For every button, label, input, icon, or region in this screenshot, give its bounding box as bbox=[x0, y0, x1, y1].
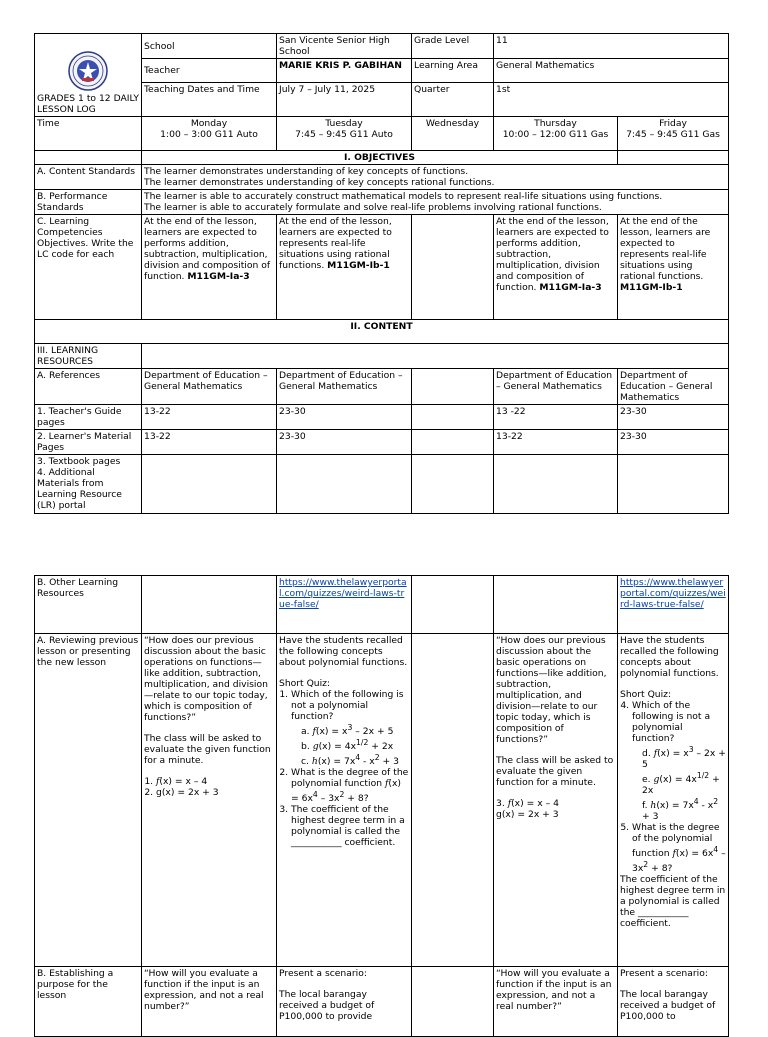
time-label: Time bbox=[35, 117, 142, 151]
other-resources-label: B. Other Learning Resources bbox=[35, 576, 142, 634]
tg-monday: 13-22 bbox=[142, 405, 277, 430]
references-label: A. References bbox=[35, 369, 142, 405]
time-friday: Friday 7:45 – 9:45 G11 Gas bbox=[618, 117, 729, 151]
lc-wednesday bbox=[412, 215, 494, 320]
ref-thursday: Department of Education – General Mathematics bbox=[494, 369, 618, 405]
lc-thursday: At the end of the lesson, learners are expected to performs addition, subtraction, multiplication, division and composition of function. M11GM-Ia-3 bbox=[494, 215, 618, 320]
purpose-tuesday: Present a scenario: The local barangay received a budget of P100,000 to provide bbox=[277, 967, 412, 1037]
tg-thursday: 13 -22 bbox=[494, 405, 618, 430]
quarter-value: 1st bbox=[494, 83, 729, 117]
tg-tuesday: 23-30 bbox=[277, 405, 412, 430]
performance-standards-value: The learner is able to accurately construct mathematical models to represent real-life situations using functions. The learner is able to accurately formulate and solve real-life problems involving rational functions. bbox=[142, 190, 729, 215]
objectives-title: I. OBJECTIVES bbox=[142, 151, 618, 165]
ref-tuesday: Department of Education – General Mathematics bbox=[277, 369, 412, 405]
time-tuesday: Tuesday 7:45 – 9:45 G11 Auto bbox=[277, 117, 412, 151]
learning-competencies-label: C. Learning Competencies Objectives. Write the LC code for each bbox=[35, 215, 142, 320]
empty-cell bbox=[412, 576, 494, 634]
empty-cell bbox=[494, 576, 618, 634]
performance-standards-label: B. Performance Standards bbox=[35, 190, 142, 215]
empty-cell bbox=[412, 634, 494, 967]
quarter-label: Quarter bbox=[412, 83, 494, 117]
content-standards-value: The learner demonstrates understanding of key concepts of functions. The learner demonstrates understanding of key concepts rational functions. bbox=[142, 165, 729, 190]
lc-monday: At the end of the lesson, learners are expected to performs addition, subtraction, multiplication, division and composition of function. M11GM-Ia-3 bbox=[142, 215, 277, 320]
quiz-link-friday[interactable]: https://www.thelawyerportal.com/quizzes/weird-laws-true-false/ bbox=[620, 577, 726, 610]
school-label: School bbox=[142, 34, 277, 59]
tg-wednesday bbox=[412, 405, 494, 430]
school-value: San Vicente Senior High School bbox=[277, 34, 412, 59]
ref-wednesday bbox=[412, 369, 494, 405]
spacer-cell bbox=[618, 151, 729, 165]
grade-label: Grade Level bbox=[412, 34, 494, 59]
purpose-thursday: “How will you evaluate a function if the input is an expression, and not a real number?” bbox=[494, 967, 618, 1037]
review-tuesday: Have the students recalled the following concepts about polynomial functions. Short Quiz: 1. Which of the following is not a polynomial function? a. $f(x) = x^3 - 2x + 5$ b. $g(x) = 4x^{1/2} + 2x$ c. $h(x) = 7x^4 - x^2 + 3$ 2. What is the degree of the polynomial function $f(x) = 6x^4 - 3x^2 + 8$? 3. The coefficient of the highest degree term in a polynomial is called the ___________ coefficient. bbox=[277, 634, 412, 967]
empty-cell bbox=[142, 455, 277, 514]
tg-friday: 23-30 bbox=[618, 405, 729, 430]
lm-wednesday bbox=[412, 430, 494, 455]
purpose-monday: “How will you evaluate a function if the input is an expression, and not a real number?” bbox=[142, 967, 277, 1037]
empty-cell bbox=[618, 455, 729, 514]
reviewing-label: A. Reviewing previous lesson or presenting the new lesson bbox=[35, 634, 142, 967]
learners-material-label: 2. Learner's Material Pages bbox=[35, 430, 142, 455]
review-thursday: “How does our previous discussion about the basic operations on functions—like addition, subtraction, multiplication, and division—relate to our topic today, which is composition of functions?” The class will be asked to evaluate the given function for a minute. 3. f(x) = x – 4 g(x) = 2x + 3 bbox=[494, 634, 618, 967]
header-logo-cell bbox=[35, 34, 142, 117]
learning-resources-title: III. LEARNING RESOURCES bbox=[35, 344, 142, 369]
other-resources-friday bbox=[618, 576, 729, 634]
textbook-additional-label: 3. Textbook pages 4. Additional Materials from Learning Resource (LR) portal bbox=[35, 455, 142, 514]
content-title: II. CONTENT bbox=[35, 320, 729, 344]
dates-label: Teaching Dates and Time bbox=[142, 83, 277, 117]
spacer-cell bbox=[142, 344, 729, 369]
time-thursday: Thursday 10:00 – 12:00 G11 Gas bbox=[494, 117, 618, 151]
ref-monday: Department of Education – General Mathematics bbox=[142, 369, 277, 405]
area-value: General Mathematics bbox=[494, 59, 729, 83]
empty-cell bbox=[277, 455, 412, 514]
quiz-link-tuesday[interactable]: https://www.thelawyerportal.com/quizzes/weird-laws-true-false/ bbox=[279, 577, 407, 610]
spacer-cell bbox=[35, 151, 142, 165]
content-standards-label: A. Content Standards bbox=[35, 165, 142, 190]
review-monday: “How does our previous discussion about the basic operations on functions—like addition, subtraction, multiplication, and division—relate to our topic today, which is composition of functions?” The class will be asked to evaluate the given function for a minute. 1. f(x) = x – 4 2. g(x) = 2x + 3 bbox=[142, 634, 277, 967]
teacher-label: Teacher bbox=[142, 59, 277, 83]
lm-tuesday: 23-30 bbox=[277, 430, 412, 455]
dates-value: July 7 – July 11, 2025 bbox=[277, 83, 412, 117]
time-wednesday: Wednesday bbox=[412, 117, 494, 151]
review-friday: Have the students recalled the following concepts about polynomial functions. Short Quiz: 4. Which of the following is not a polynomial function? d. $f(x) = x^3 - 2x + 5$ e. $g(x) = 4x^{1/2} + 2x$ f. $h(x) = 7x^4 - x^2 + 3$ 5. What is the degree of the polynomial function $f(x) = 6x^4 - 3x^2 + 8$? The coefficient of the highest degree term in a polynomial is called the ___________ coefficient. bbox=[618, 634, 729, 967]
deped-seal-icon bbox=[68, 51, 108, 91]
lc-friday: At the end of the lesson, learners are expected to represents real-life situations using rational functions. M11GM-Ib-1 bbox=[618, 215, 729, 320]
area-label: Learning Area bbox=[412, 59, 494, 83]
empty-cell bbox=[412, 967, 494, 1037]
teacher-value: MARIE KRIS P. GABIHAN bbox=[277, 59, 412, 83]
log-title: GRADES 1 to 12 DAILY LESSON LOG bbox=[37, 93, 139, 115]
lesson-log-table-page1 bbox=[34, 33, 729, 514]
lc-tuesday: At the end of the lesson, learners are expected to represents real-life situations using rational functions. M11GM-Ib-1 bbox=[277, 215, 412, 320]
other-resources-tuesday bbox=[277, 576, 412, 634]
lm-thursday: 13-22 bbox=[494, 430, 618, 455]
empty-cell bbox=[412, 455, 494, 514]
lm-friday: 23-30 bbox=[618, 430, 729, 455]
lm-monday: 13-22 bbox=[142, 430, 277, 455]
time-monday: Monday 1:00 – 3:00 G11 Auto bbox=[142, 117, 277, 151]
empty-cell bbox=[494, 455, 618, 514]
ref-friday: Department of Education – General Mathematics bbox=[618, 369, 729, 405]
lesson-log-table-page2 bbox=[34, 575, 729, 1037]
grade-value: 11 bbox=[494, 34, 729, 59]
purpose-label: B. Establishing a purpose for the lesson bbox=[35, 967, 142, 1037]
purpose-friday: Present a scenario: The local barangay received a budget of P100,000 to bbox=[618, 967, 729, 1037]
empty-cell bbox=[142, 576, 277, 634]
teachers-guide-label: 1. Teacher's Guide pages bbox=[35, 405, 142, 430]
